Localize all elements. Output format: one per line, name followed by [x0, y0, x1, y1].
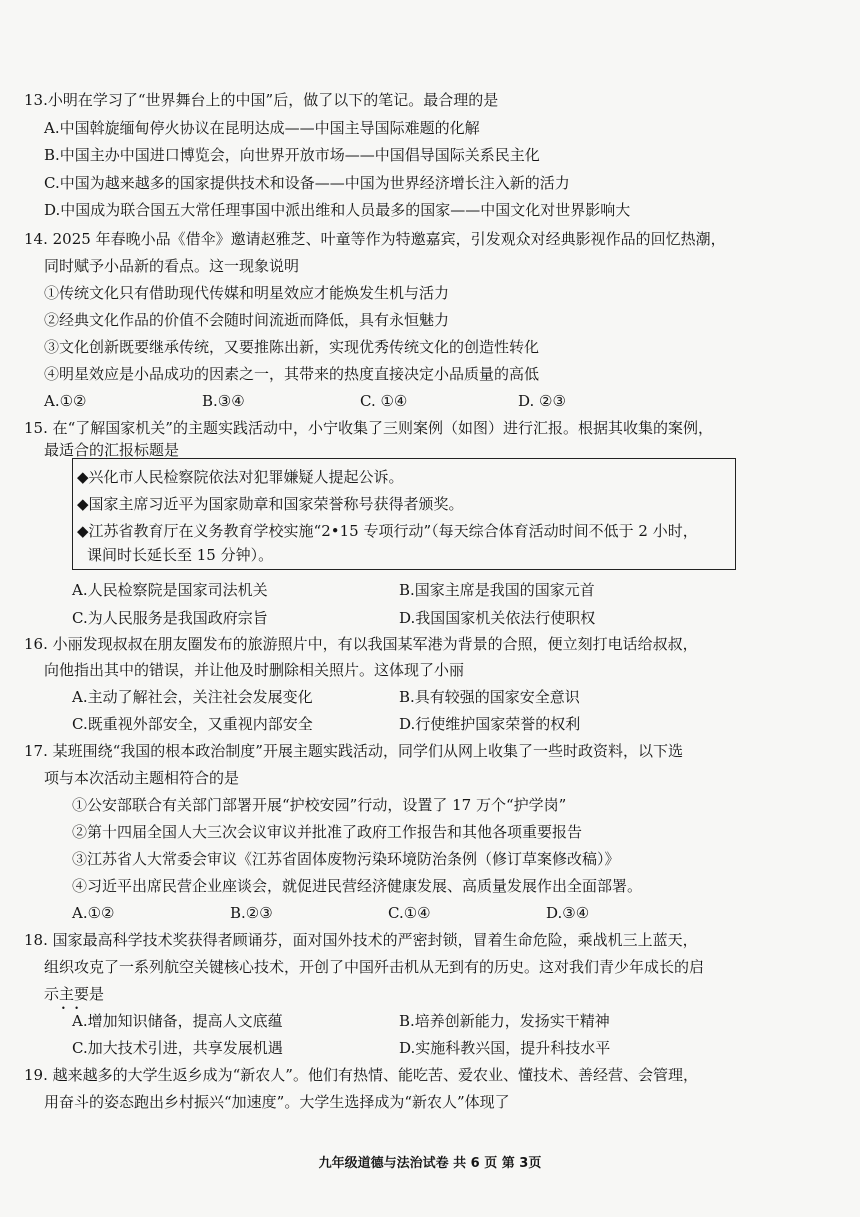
question-18-stem-line3: [44, 984, 104, 1004]
question-16-option-c: C.既重视外部安全，又重视内部安全: [72, 715, 313, 733]
question-17-option-b: B.②③: [230, 904, 273, 922]
question-17-statement-2: ②第十四届全国人大三次会议审议并批准了政府工作报告和其他各项重要报告: [72, 823, 583, 841]
question-17-statement-4: ④习近平出席民营企业座谈会，就促进民营经济健康发展、高质量发展作出全面部署。: [72, 877, 643, 895]
question-15-case-1: ◆兴化市人民检察院依法对犯罪嫌疑人提起公诉。: [77, 468, 404, 486]
question-16-options-row2: [72, 714, 726, 734]
question-18-option-d: D.实施科教兴国，提升科技水平: [399, 1039, 611, 1057]
question-15-option-c: C.为人民服务是我国政府宗旨: [72, 609, 268, 627]
question-18-options-row1: [72, 1011, 726, 1031]
question-15-options-row2: [72, 608, 726, 628]
question-15-stem-line1: 15. 在“了解国家机关”的主题实践活动中，小宁收集了三则案例（如图）进行汇报。根据其收集的案例，: [24, 419, 713, 437]
question-17-option-a: A.①②: [72, 904, 115, 922]
question-16-options-row1: [72, 687, 726, 707]
question-14-stem-line1: 14. 2025 年春晚小品《借伞》邀请赵雅芝、叶童等作为特邀嘉宾，引发观众对经典影视作品的回忆热潮，: [24, 230, 726, 248]
question-14-statement-1: ①传统文化只有借助现代传媒和明星效应才能焕发生机与活力: [44, 284, 450, 302]
question-18-options-row2: [72, 1038, 726, 1058]
question-13-option-b: B.中国主办中国进口博览会，向世界开放市场——中国倡导国际关系民主化: [44, 146, 540, 164]
question-13-option-c: C.中国为越来越多的国家提供技术和设备——中国为世界经济增长注入新的活力: [44, 174, 570, 192]
question-19-stem-line2: 用奋斗的姿态跑出乡村振兴“加速度”。大学生选择成为“新农人”体现了: [44, 1093, 510, 1111]
question-18-emphasis-main: 主要 • •: [59, 985, 89, 1003]
question-13-option-a: A.中国斡旋缅甸停火协议在昆明达成——中国主导国际难题的化解: [44, 119, 480, 137]
question-15-case-3-line1: ◆江苏省教育厅在义务教育学校实施“2•15 专项行动”（每天综合体育活动时间不低于 2 小时，: [77, 522, 698, 540]
question-14-option-d: D. ②③: [518, 392, 566, 410]
question-15-option-d: D.我国国家机关依法行使职权: [399, 609, 596, 627]
question-17-stem-line1: 17. 某班围绕“我国的根本政治制度”开展主题实践活动，同学们从网上收集了一些时政资料，以下选: [24, 742, 683, 760]
question-18-stem-line1: 18. 国家最高科学技术奖获得者顾诵芬，面对国外技术的严密封锁，冒着生命危险，乘战机三上蓝天，: [24, 931, 698, 949]
question-17-options: [72, 903, 704, 923]
question-13-stem: 13.小明在学习了“世界舞台上的中国”后，做了以下的笔记。最合理的是: [24, 91, 499, 109]
question-18-stem-suffix: 是: [89, 985, 105, 1003]
page-footer: 九年级道德与法治试卷 共 6 页 第 3页: [318, 1156, 542, 1171]
question-13-option-d: D.中国成为联合国五大常任理事国中派出维和人员最多的国家——中国文化对世界影响大: [44, 201, 631, 219]
question-18-option-b: B.培养创新能力，发扬实干精神: [399, 1012, 610, 1030]
question-14-stem-line2: 同时赋予小品新的看点。这一现象说明: [44, 257, 300, 275]
question-15-case-3-line2: 课间时长延长至 15 分钟）。: [87, 546, 274, 564]
question-16-option-a: A.主动了解社会，关注社会发展变化: [72, 688, 313, 706]
question-17-option-c: C.①④: [388, 904, 431, 922]
question-15-options-row1: [72, 580, 726, 600]
question-16-stem-line1: 16. 小丽发现叔叔在朋友圈发布的旅游照片中，有以我国某军港为背景的合照，便立刻打电话给叔叔，: [24, 635, 698, 653]
question-15-case-2: ◆国家主席习近平为国家勋章和国家荣誉称号获得者颁奖。: [77, 495, 464, 513]
question-15-case-box: [72, 458, 736, 570]
question-19-stem-line1: 19. 越来越多的大学生返乡成为“新农人”。他们有热情、能吃苦、爱农业、懂技术、善经营、会管理，: [24, 1066, 698, 1084]
question-14-option-b: B.③④: [202, 392, 245, 410]
question-17-statement-1: ①公安部联合有关部门部署开展“护校安园”行动，设置了 17 万个“护学岗”: [72, 796, 567, 814]
question-18-option-c: C.加大技术引进，共享发展机遇: [72, 1039, 283, 1057]
question-15-option-b: B.国家主席是我国的国家元首: [399, 581, 595, 599]
question-15-option-a: A.人民检察院是国家司法机关: [72, 581, 268, 599]
question-14-option-a: A.①②: [44, 392, 87, 410]
question-16-option-d: D.行使维护国家荣誉的权利: [399, 715, 581, 733]
question-17-stem-line2: 项与本次活动主题相符合的是: [44, 769, 240, 787]
question-14-statement-3: ③文化创新既要继承传统，又要推陈出新，实现优秀传统文化的创造性转化: [44, 338, 540, 356]
question-18-stem-line2: 组织攻克了一系列航空关键核心技术，开创了中国歼击机从无到有的历史。这对我们青少年成长的启: [44, 958, 705, 976]
question-14-statement-4: ④明星效应是小品成功的因素之一，其带来的热度直接决定小品质量的高低: [44, 365, 540, 383]
question-15-stem-line2: 最适合的汇报标题是: [44, 441, 180, 459]
question-17-option-d: D.③④: [546, 904, 590, 922]
question-18-option-a: A.增加知识储备，提高人文底蕴: [72, 1012, 283, 1030]
question-17-statement-3: ③江苏省人大常委会审议《江苏省固体废物污染环境防治条例（修订草案修改稿）》: [72, 850, 620, 868]
question-14-options: [44, 391, 676, 411]
question-16-stem-line2: 向他指出其中的错误，并让他及时删除相关照片。这体现了小丽: [44, 661, 465, 679]
question-16-option-b: B.具有较强的国家安全意识: [399, 688, 580, 706]
question-14-option-c: C. ①④: [360, 392, 408, 410]
question-18-stem-prefix: 示: [44, 985, 60, 1003]
question-14-statement-2: ②经典文化作品的价值不会随时间流逝而降低，具有永恒魅力: [44, 311, 450, 329]
